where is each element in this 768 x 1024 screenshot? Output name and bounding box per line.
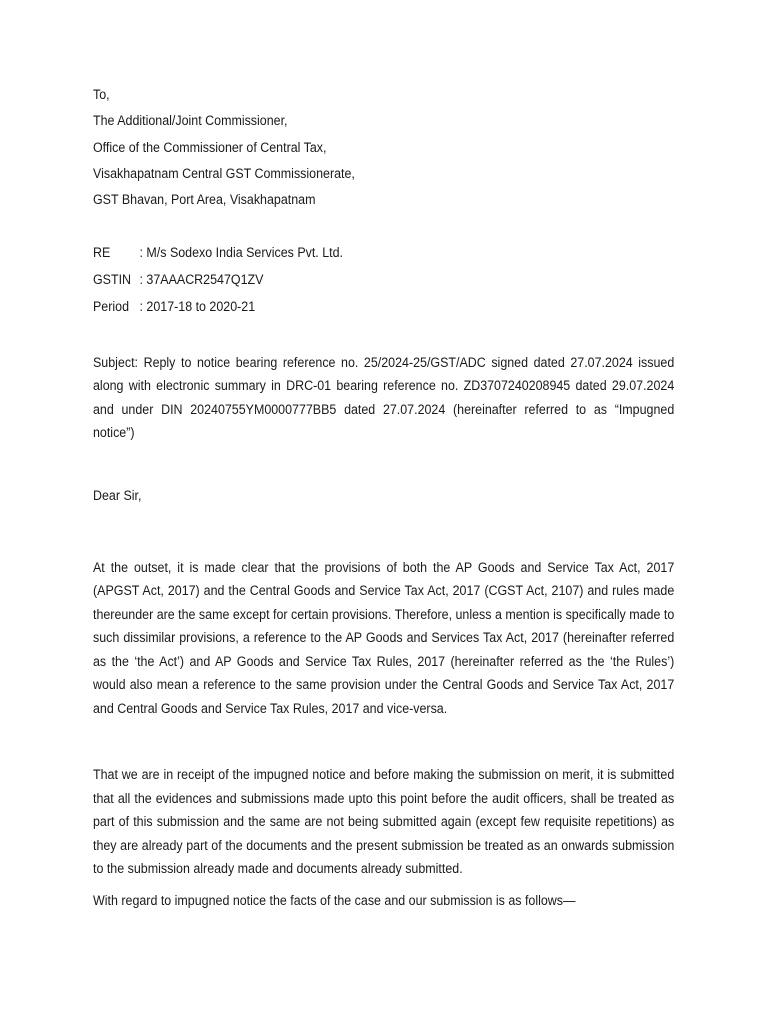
re-label: RE bbox=[93, 245, 111, 261]
gstin-label: GSTIN bbox=[93, 272, 132, 288]
letter-body bbox=[93, 86, 674, 912]
body-paragraph-3: With regard to impugned notice the facts of the case and our submission is as follows— bbox=[93, 892, 576, 908]
reference-period-row bbox=[93, 298, 674, 325]
gstin-value: : 37AAACR2547Q1ZV bbox=[139, 272, 264, 288]
address-line-2: Office of the Commissioner of Central Tax, bbox=[93, 139, 327, 155]
recipient-address bbox=[93, 86, 674, 217]
re-value: : M/s Sodexo India Services Pvt. Ltd. bbox=[139, 245, 344, 261]
address-line-1: The Additional/Joint Commissioner, bbox=[93, 113, 288, 129]
subject-paragraph: Subject: Reply to notice bearing reference no. 25/2024-25/GST/ADC signed dated 27.07.2024 issued along with electronic summary in DRC-01 bearing reference no. ZD3707240208945 dated 29.07.2024 and under DIN 20240755YM0000777BB5 dated 27.07.2024 (hereinafter referred to as “Impugned notice”) bbox=[93, 354, 675, 441]
reference-re-row bbox=[93, 244, 674, 271]
address-line-3: Visakhapatnam Central GST Commissionerate, bbox=[93, 165, 355, 181]
body-paragraph-2: That we are in receipt of the impugned notice and before making the submission on merit, it is submitted that all the evidences and submissions made upto this point before the audit officers, shall be treated as part of this submission and the same are not being submitted again (except few requisite repetitions) as they are already part of the documents and the present submission be treated as an onwards submission to the submission already made and documents already submitted. bbox=[93, 767, 675, 877]
salutation: Dear Sir, bbox=[93, 487, 142, 503]
reference-block bbox=[93, 244, 674, 324]
body-paragraph-1: At the outset, it is made clear that the provisions of both the AP Goods and Service Tax Act, 2017 (APGST Act, 2017) and the Central Goods and Service Tax Act, 2017 (CGST Act, 2107) and rules made thereunder are the same except for certain provisions. Therefore, unless a mention is specifically made to such dissimilar provisions, a reference to the AP Goods and Services Tax Act, 2017 (hereinafter referred as the ‘the Act’) and AP Goods and Service Tax Rules, 2017 (hereinafter referred as the ‘the Rules’) would also mean a reference to the same provision under the Central Goods and Service Tax Act, 2017 and Central Goods and Service Tax Rules, 2017 and vice-versa. bbox=[93, 559, 675, 716]
address-line-4: GST Bhavan, Port Area, Visakhapatnam bbox=[93, 192, 316, 208]
reference-gstin-row bbox=[93, 271, 674, 298]
period-value: : 2017-18 to 2020-21 bbox=[139, 298, 256, 314]
address-to: To, bbox=[93, 87, 110, 102]
period-label: Period bbox=[93, 298, 130, 314]
